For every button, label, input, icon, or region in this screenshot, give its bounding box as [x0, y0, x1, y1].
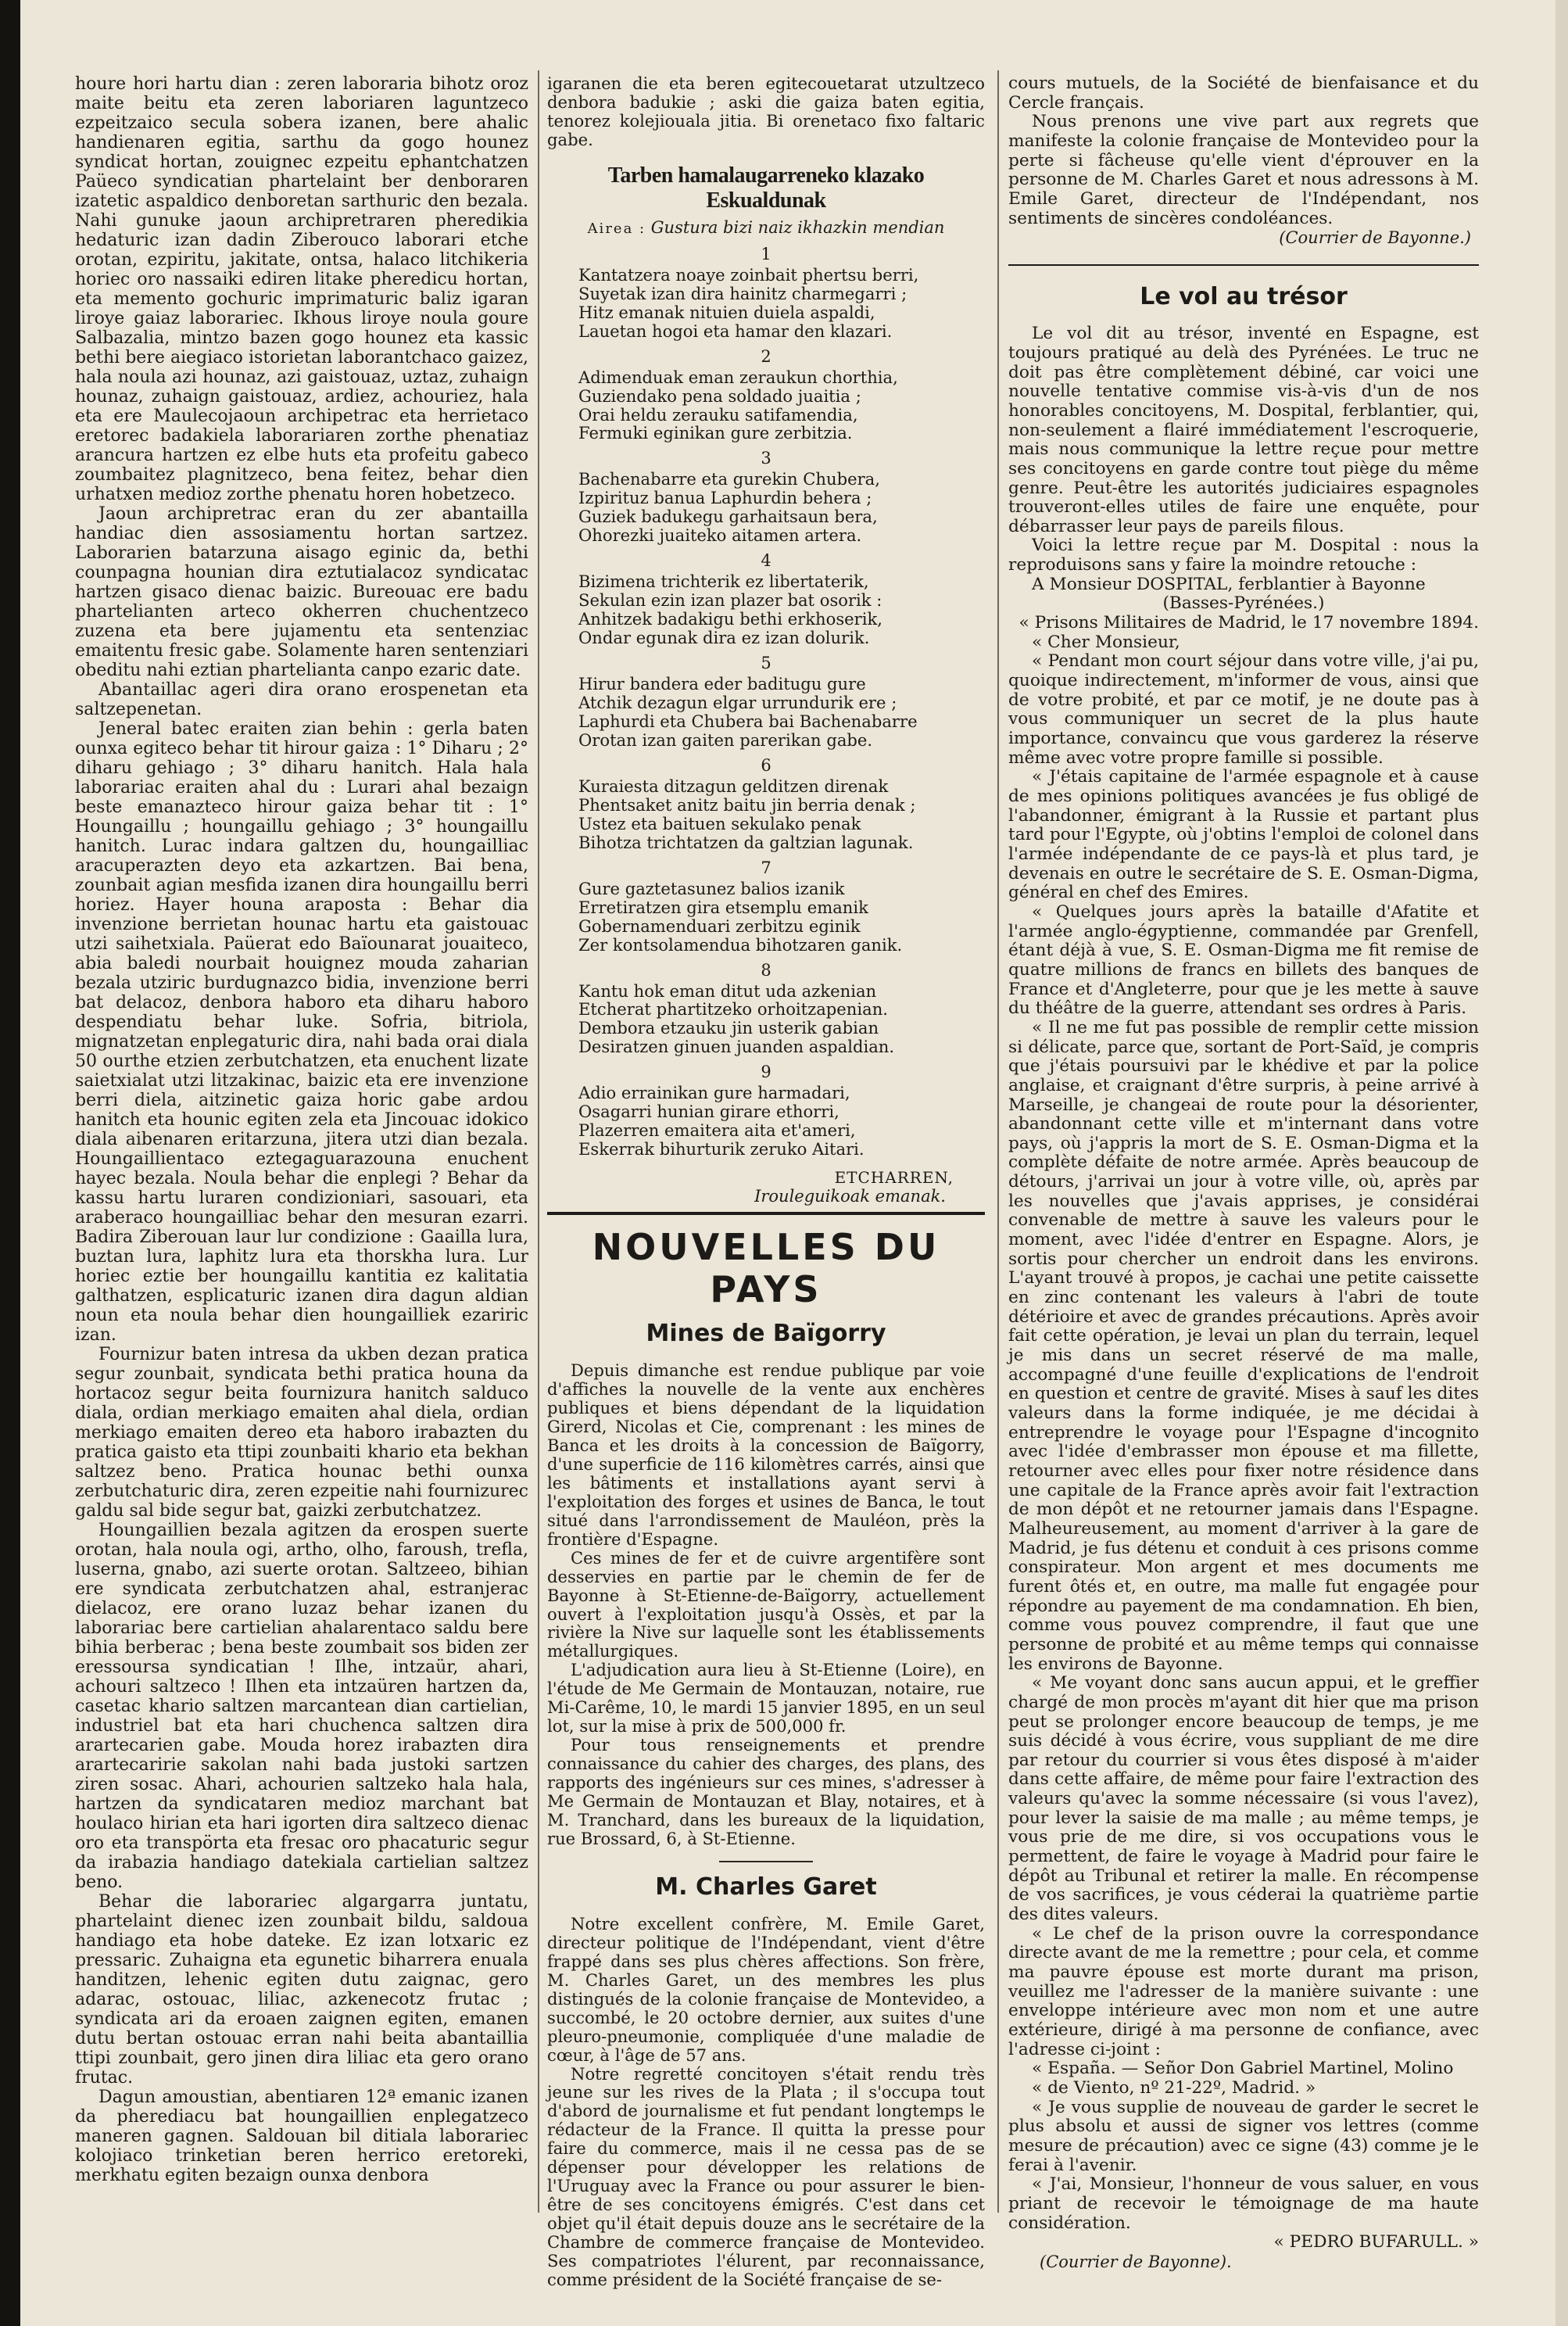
article-paragraph: Le vol dit au trésor, inventé en Espagne, est toujours pratiqué au delà des Pyrénées. Le truc ne doit pas être complètement débiné, car voici une nouvelle tentative commise vis-à-vis d'un de nos honorables concitoyens, M. Dospital, ferblantier, qui, non-seulement a flairé immédiatement l'escroquerie, mais nous communique la lettre reçue pour mettre ses concitoyens en garde contre tout piège du même genre. Peut-être les autorités judiciaires espagnoles trouveront-elles utiles de faire une enquête, pour débarrasser leur pays de pareils filous. [1008, 324, 1479, 536]
tune-name: Gustura bizi naiz ikhazkin mendian [650, 217, 945, 237]
verse-number: 2 [761, 346, 771, 366]
song-signature: ETCHARREN, [834, 1168, 954, 1188]
article-paragraph: Houngaillien bezala agitzen da erospen suerte orotan, hala noula ogi, artho, olho, faroush, trefla, luserna, gnabo, azi suerte orotan. Saltzeeo, bihian ere syndicata zerbutchatzen ahal, estranjerac dielacoz, ere orano luzaz behar izanen du laborariac bere cartielian ahalarentaco saldu bere bihia berberac ; bena beste zoumbait sos biden zer eressoursa syndicatian ! Ilhe, intzaür, ahari, achouri saltzeco ! Ilhen eta intzaüren hartzen da, casetac khario saltzen marcantean dian cartielian, industriel bat eta hari chuchenca saltzen dira arartecarien gabe. Mouda horez irabazten dira arartecaririe sakolan nahi bada justoki sartzen ziren sosac. Ahari, achourien saltzeko hala hala, hartzen da syndicataren medioz marchant bat houlaco hirian eta hari igorten dira saltzeco dienac oro eta transpörta eta fresac oro phacaturic segur da irabazia handiago datekiala cartielian saltzez beno. [75, 1521, 528, 1892]
article-heading: Mines de Baïgorry [646, 1320, 886, 1348]
verse-line: Orotan izan gaiten parerikan gabe. [578, 729, 873, 750]
verse-line: Orai heldu zerauku satifamendia, [578, 404, 858, 425]
article-paragraph: Behar die laborariec algargarra juntatu, phartelaint dienec izen zounbait bildu, saldoua handiago eta hobe dateke. Ez izan lotxaric ez pressaric. Zuhaigna eta egunetic biharrera enuala handitzen, lehenic egiten dutu zaignac, gero adarac, ostouac, liliac, azkenecotz frutac ; syndicata ari da eroaen zaignen egiten, emanen dutu bertan ostouac erran nahi beita abantaillia ttipi zounbait, gero jinen dira liliac eta gero orano frutac. [75, 1892, 528, 2088]
letter-paragraph: « Il ne me fut pas possible de remplir cette mission si délicate, parce que, sortant de Port-Saïd, je compris que j'étais poursuivi par le khédive et par la police anglaise, et craignant d'être surpris, à peine arrivé à Marseille, je changeai de route pour la désorienter, abandonnant cette ville et m'internant dans votre pays, où j'appris la mort de S. E. Osman-Digma et la complète défaite de notre armée. Après beaucoup de détours, j'arrivai un jour à votre ville, où, après par les nouvelles que j'avais apprises, je considérai convenable de mettre à sauve les valeurs pour le moment, avec l'idée d'entrer en Espagne. Alors, je sortis pour chercher un endroit dans les environs. L'ayant trouvé à propos, je cachai une petite caissette en zinc contenant les valeurs à l'abri de toute détérioire et avec de grandes précautions. Après avoir fait cette opération, je levai un plan du terrain, lequel je mis dans un secret réservé de ma malle, accompagné d'une feuille d'explications de l'endroit en question et centre de gravité. Mises à sauf les dites valeurs dans la forme indiquée, je me décidai à entreprendre le voyage pour l'Espagne d'incognito avec l'idée d'embrasser mon épouse et ma fillette, retourner avec elles pour fixer notre résidence dans une capitale de la France après avoir fait l'extraction de mon dépôt et ne retourner jamais dans l'Espagne. Malheureusement, au moment d'arriver à la gare de Madrid, je fus détenu et conduit à ces prisons comme conspirateur. Mon argent et mes documents me furent ôtés et, en outre, ma malle fut engagée pour répondre au payement de ma condamnation. Eh bien, comme vous pouvez comprendre, il faut que une personne de probité et au même temps qui connaisse les environs de Bayonne. [1008, 1017, 1479, 1674]
article-paragraph: Jaoun archipretrac eran du zer abantailla handiac dien assosiamentu hortan sartzez. Laborarien batarzuna aisago eginic da, bethi counpagna hounian dira eztutialacoz syndicatac hartzen gisaco dienac baizic. Bureouac ere badu phartelianten arteco okherren chuchentzeco zuzena eta bere jujamentu eta sentenziac emaitentu fresic gabe. Solamente haren sentenziari obeditu nahi eztian phartelianta canpo ezaric date. [75, 504, 528, 680]
article-paragraph: Fournizur baten intresa da ukben dezan pratica segur zounbait, syndicata bethi pratica houna da hortacoz segur beita fournizura hanitch salduco diala, ordian merkiago emaiten ahal diela, ordian merkiago emaiten dereo eta haboro irabazten du pratica gaisto eta ttipi zounbaiti khario eta bekhan saltzez beno. Pratica hounac bethi ounxa zerbutchaturic dira, zeren ezpeitie nahi fournizurec galdu sal bide segur bat, gaizki zerbutchatzez. [75, 1345, 528, 1521]
verse-line: Sekulan ezin izan plazer bat osorik : [578, 590, 882, 611]
verse-line: Ohorezki juaiteko aitamen artera. [578, 525, 862, 546]
letter-paragraph: « Le chef de la prison ouvre la correspondance directe avant de me la remettre ; pour cela, et comme ma pauvre épouse est morte durant ma prison, veuillez me l'adresser de la manière suivante : une enveloppe intérieure avec mon nom et une autre extérieure, dirigé à ma personne de confiance, avec l'adresse ci-joint : [1008, 1923, 1479, 2059]
verse-line: Bizimena trichterik ez libertaterik, [578, 572, 869, 592]
letter-paragraph: « Pendant mon court séjour dans votre ville, j'ai pu, quoique indirectement, m'informer de vous, ainsi que de votre probité, et par ce motif, je ne doute pas à vous communiquer un secret de la plus haute importance, convaincu que vous garderez la réserve même avec votre propre famille si possible. [1008, 651, 1479, 768]
verse-line: Guziek badukegu garhaitsaun bera, [578, 507, 878, 527]
verse-number: 6 [761, 755, 771, 775]
verse-line: Phentsaket anitz baitu jin berria denak ; [578, 794, 916, 815]
song-tune [547, 218, 985, 237]
verse-line: Ondar egunak dira ez izan dolurik. [578, 628, 870, 648]
column-rule [997, 70, 999, 2213]
song-title: Tarben hamalaugarreneko klazako Eskualdunak [607, 163, 925, 213]
article-separator [719, 1861, 813, 1862]
section-title: NOUVELLES DU PAYS [592, 1226, 940, 1311]
article-paragraph: Depuis dimanche est rendue publique par voie d'affiches la nouvelle de la vente aux enchères publiques et biens dépendant de la liquidation Girerd, Nicolas et Cie, comprenant : les mines de Banca et les droits à la concession de Baïgorry, d'une superficie de 116 kilomètres carrés, ainsi que les bâtiments et installations ayant servi à l'exploitation des forges et usines de Banca, le tout situé dans l'arrondissement de Mauléon, près la frontière d'Espagne. [547, 1360, 985, 1549]
scan-edge-left [0, 0, 20, 2326]
verse-number: 5 [761, 654, 771, 673]
source-credit: (Courrier de Bayonne.) [1279, 228, 1471, 248]
song-signature-line: Irouleguikoak emanak. [754, 1187, 946, 1206]
source-credit: (Courrier de Bayonne). [1040, 2252, 1232, 2271]
verse-line: Osagarri hunian girare ethorri, [578, 1102, 839, 1122]
column-2 [547, 74, 985, 2289]
letter-addressee-region: (Basses-Pyrénées.) [1162, 593, 1325, 614]
article-heading: M. Charles Garet [655, 1873, 877, 1901]
verse-line: Kantu hok eman ditut uda azkenian [578, 980, 877, 1001]
verse-number: 9 [761, 1063, 771, 1082]
verse-line: Gure gaztetasunez balios izanik [578, 878, 845, 898]
verse-line: Eskerrak bihurturik zeruko Aitari. [578, 1139, 865, 1159]
tune-label: Airea : [587, 220, 646, 237]
verse-line: Atchik dezagun elgar urrundurik ere ; [578, 693, 897, 713]
letter-address-line: « de Viento, nº 21-22º, Madrid. » [1032, 2077, 1316, 2098]
letter-paragraph: « J'ai, Monsieur, l'honneur de vous saluer, en vous priant de recevoir le témoignage de ma haute considération. [1008, 2174, 1479, 2233]
scan-edge-right [1555, 0, 1568, 2326]
letter-paragraph: « Me voyant donc sans aucun appui, et le greffier chargé de mon procès m'ayant dit hier que ma prison peut se prolonger encore beaucoup de temps, je me suis décidé à vous écrire, vous suppliant de me dire par retour du courrier si vous êtes disposé à m'aider dans cette affaire, de même pour faire l'extraction des valeurs qu'avec la somme nécessaire (si vous l'avez), pour lever la saisie de ma malle ; au même temps, je vous prie de me dire, si vos occupations vous le permettent, de faire le voyage à Madrid pour faire le dépôt au Tribunal et retirer la malle. En récompense de vos sacrifices, je vous céderai la quatrième partie des dites valeurs. [1008, 1673, 1479, 1925]
verse-line: Desiratzen ginuen juanden aspaldian. [578, 1037, 895, 1057]
letter-salutation: « Cher Monsieur, [1032, 632, 1180, 652]
verse-line: Fermuki eginikan gure zerbitzia. [578, 423, 853, 443]
verse-line: Izpirituz banua Laphurdin behera ; [578, 488, 872, 508]
verse-line: Laphurdi eta Chubera bai Bachenabarre [578, 711, 918, 731]
column-3 [1008, 74, 1479, 2271]
verse-line: Plazerren emaitera aita et'ameri, [578, 1120, 856, 1141]
verse-line: Suyetak izan dira hainitz charmegarri ; [578, 283, 908, 303]
verse-line: Kantatzera noaye zoinbait phertsu berri, [578, 264, 919, 285]
verse-line: Zer kontsolamendua bihotzaren ganik. [578, 934, 903, 955]
column-rule [538, 70, 539, 2213]
article-paragraph: Nous prenons une vive part aux regrets que manifeste la colonie française de Montevideo pour la perte si fâcheuse qu'elle vient d'éprouver en la personne de M. Charles Garet et nous adressons à M. Emile Garet, directeur de l'Indépendant, nos sentiments de sincères condoléances. [1008, 112, 1479, 228]
verse-line: Kuraiesta ditzagun gelditzen direnak [578, 776, 889, 796]
verse-line: Anhitzek badakigu bethi erkhoserik, [578, 609, 882, 629]
article-paragraph: Dagun amoustian, abentiaren 12ª emanic izanen da pherediacu bat houngaillien enplegatzeco maneren gagnen. Saldouan bil ditiala laborariec kolojiaco trinketian beren herrico eretoreki, merkhatu egiten bezaign ounxa denbora [75, 2088, 528, 2185]
verse-line: Guziendako pena soldado juaitia ; [578, 385, 861, 406]
verse-number: 7 [761, 858, 771, 877]
verse-number: 1 [761, 244, 771, 263]
article-paragraph: houre hori hartu dian : zeren laboraria bihotz oroz maite beitu eta zeren laboriaren laguntzeco ezpeitzaico secula sobera izanen, bere ahalic handienaren egitia, sarthu da gogo hounez syndicat hortan, zouignec ezpeitu ephantchatzen Paüeco syndicatian phartelaint ber denboraren izatetic aspaldico denboretan sarthuric den bezala. Nahi gunuke jaoun archipretraren pheredikia hedaturic izan dadin Ziberouco laborari etche orotan, ezpiritu, jakitate, ontsa, halaco litchikeria horiec oro nassaiki ediren litake pheredicu hortan, eta memento gochuric imprimaturic baliz igaran liroye gaiaz laborariec. Ikhous liroye noula goure Salbazalia, mintzo bazen gogo hounez eta kassic bethi bere aiegiaco istorietan laborantchaco gaizez, hala noula azi hounaz, azi gaistouaz, uztaz, zuhaign hounaz, zuhaign gaistouaz, ardiez, achouriez, hala eta ere Maulecojaoun archipetrac eta herrietaco eretorec badakiela laborariaren zorthe phenatiaz arancura hartzen ez elbe huts eta profeitu gabeco zoumbaitez plagnitzeco, bena feitez, behar dien urhatxen medioz zorthe phenatu horen hobetzeco. [75, 74, 528, 504]
verse-number: 8 [761, 960, 771, 980]
letter-address-line: « España. — Señor Don Gabriel Martinel, Molino [1032, 2059, 1454, 2079]
article-paragraph: Notre excellent confrère, M. Emile Garet, directeur politique de l'Indépendant, vient d'être frappé dans ses plus chères affections. Son frère, M. Charles Garet, un des membres les plus distingués de la colonie française de Montevideo, a succombé, le 20 octobre dernier, aux suites d'une pleuro-pneumonie, compliquée d'une maladie de cœur, à l'âge de 57 ans. [547, 1913, 985, 2065]
article-paragraph: Abantaillac ageri dira orano erospenetan eta saltzepenetan. [75, 680, 528, 719]
letter-paragraph: « Je vous supplie de nouveau de garder le secret le plus absolu et aussi de signer vos lettres (comme mesure de précaution) avec ce signe (43) comme je le ferai à l'avenir. [1008, 2097, 1479, 2175]
letter-dateline: « Prisons Militaires de Madrid, le 17 novembre 1894. [1018, 613, 1479, 633]
verse-line: Erretiratzen gira etsemplu emanik [578, 897, 868, 917]
article-paragraph: cours mutuels, de la Société de bienfaisance et du Cercle français. [1008, 73, 1479, 113]
article-paragraph: Ces mines de fer et de cuivre argentifère sont desservies en partie par le chemin de fer de Bayonne à St-Etienne-de-Baïgorry, actuellement ouvert à l'exploitation jusqu'à Ossès, et par la rivière la Nive sur laquelle sont les établissements métallurgiques. [547, 1547, 985, 1661]
verse-line: Gobernamenduari zerbitzu eginik [578, 916, 861, 936]
section-rule [547, 1212, 985, 1215]
letter-signature: « PEDRO BUFARULL. » [1273, 2232, 1479, 2253]
verse-line: Etcherat phartitzeko orhoitzapenian. [578, 999, 888, 1020]
verse-line: Lauetan hogoi eta hamar den klazari. [578, 321, 893, 341]
verse-line: Bachenabarre eta gurekin Chubera, [578, 469, 880, 489]
letter-paragraph: « Quelques jours après la bataille d'Afatite et l'armée anglo-égyptienne, commandée par Grenfell, étant déjà à vue, S. E. Osman-Digma me fit remise de quatre millions de francs en billets des banques de France et d'Angleterre, pour que je les mette à sauve du théâtre de la guerre, attendant ses ordres à Paris. [1008, 901, 1479, 1019]
article-rule [1008, 264, 1479, 266]
verse-line: Ustez eta baituen sekulako penak [578, 813, 861, 833]
verse-number: 4 [761, 551, 771, 571]
article-paragraph: igaranen die eta beren egitecouetarat utzultzeco denbora badukie ; aski die gaiza baten egitia, tenorez kolejiouala jitia. Bi orenetaco fixo faltaric gabe. [547, 73, 985, 149]
article-paragraph: Jeneral batec eraiten zian behin : gerla baten ounxa egiteco behar tit hirour gaiza : 1° Diharu ; 2° diharu gehiago ; 3° diharu hanitch. Hala hala laborariac eraiten ahal du : Lurari ahal bezaign beste emanazteco hirour gaiza behar tit : 1° Houngaillu ; houngaillu gehiago ; 3° houngaillu hanitch. Lurac indara galtzen du, houngailliac aracuperazten deyo eta azkartzen. Bai bena, zounbait agian mesfida izanen dira houngaillu berri horiez. Hayer houna araposta : Behar dia invenzione berrietan hounac hartu eta gaistouac utzi saihetxiala. Paüerat edo Baïounarat jouaiteco, abia baledi nourbait houignez mouda zaharian bezala utziric burdugnazco bidia, invenzione berri bat delacoz, denbora haboro eta diharu haboro despendiatu behar luke. Sofria, bitriola, mignatzetan enplegaturic dira, nahi bada orai diala 50 ourthe etzien zerbutchatzen, eta enuchent lizate saietxialat utzi litzakinac, baizic eta ere invenzione berri diela, aitzinetic gaiza horic gabe ardou hanitch eta hounic egiten zela eta Jincouac idokico diala aibenaren eritarzuna, jitera utzi dian bezala. Houngaillientaco eztegaguarazouna enuchent hayec bezala. Noula behar die enplegi ? Behar da kassu hartu luraren condizioniari, sasouari, eta araberaco houngailliac behar den mesuran ezarri. Badira Ziberouan laur lur condizione : Gaailla lura, buztan lura, laphitz lura eta thorskha lura. Lur horiec eztie ber houngaillu kantitia ez kalitatia galthatzen, esplicaturic izanen dira dagun aldian noun eta noula behar dien houngailliek ezariric izan. [75, 719, 528, 1345]
song-verses [547, 245, 985, 1159]
letter-paragraph: « J'étais capitaine de l'armée espagnole et à cause de mes opinions politiques avancées je fus obligé de l'abandonner, émigrant à la Russie et partant plus tard pour l'Egypte, où j'obtins l'emploi de colonel dans l'armée indépendante de ce pays-là et plus tard, je devenais en outre le secrétaire de S. E. Osman-Digma, général en chef des Emires. [1008, 767, 1479, 903]
article-paragraph: Voici la lettre reçue par M. Dospital : nous la reproduisons sans y faire la moindre retouche : [1008, 536, 1479, 575]
verse-number: 3 [761, 449, 771, 468]
article-paragraph: Notre regretté concitoyen s'était rendu très jeune sur les rives de la Plata ; il s'occupa tout d'abord de journalisme et fut pendant longtemps le rédacteur de la France. Il quitta la presse pour faire du commerce, mais il ne cessa pas de se dépenser pour développer les relations de l'Uruguay avec la France ou pour assurer le bien-être de ses concitoyens émigrés. C'est dans cet objet qu'il était depuis douze ans le secrétaire de la Chambre de commerce française de Montevideo. Ses compatriotes l'élurent, par reconnaissance, comme président de la Société française de se- [547, 2063, 985, 2290]
verse-line: Adimenduak eman zeraukun chorthia, [578, 367, 898, 387]
verse-line: Hirur bandera eder baditugu gure [578, 674, 866, 694]
article-heading: Le vol au trésor [1140, 283, 1348, 311]
letter-addressee: A Monsieur DOSPITAL, ferblantier à Bayonne [1032, 574, 1426, 594]
verse-line: Bihotza trichtatzen da galtzian lagunak. [578, 832, 914, 852]
article-paragraph: Pour tous renseignements et prendre connaissance du cahier des charges, des plans, des rapports des ingénieurs sur ces mines, s'adresser à Me Germain de Montauzan et Blay, notaires, et à M. Tranchard, dans les bureaux de la liquidation, rue Brossard, 6, à St-Etienne. [547, 1735, 985, 1848]
verse-line: Adio errainikan gure harmadari, [578, 1083, 850, 1103]
article-paragraph: L'adjudication aura lieu à St-Etienne (Loire), en l'étude de Me Germain de Montauzan, notaire, rue Mi-Carême, 10, le mardi 15 janvier 1895, en un seul lot, sur la mise à prix de 500,000 fr. [547, 1660, 986, 1736]
column-1 [75, 74, 528, 2185]
verse-line: Hitz emanak nituien duiela aspaldi, [578, 302, 875, 322]
verse-line: Dembora etzauku jin usterik gabian [578, 1018, 879, 1038]
